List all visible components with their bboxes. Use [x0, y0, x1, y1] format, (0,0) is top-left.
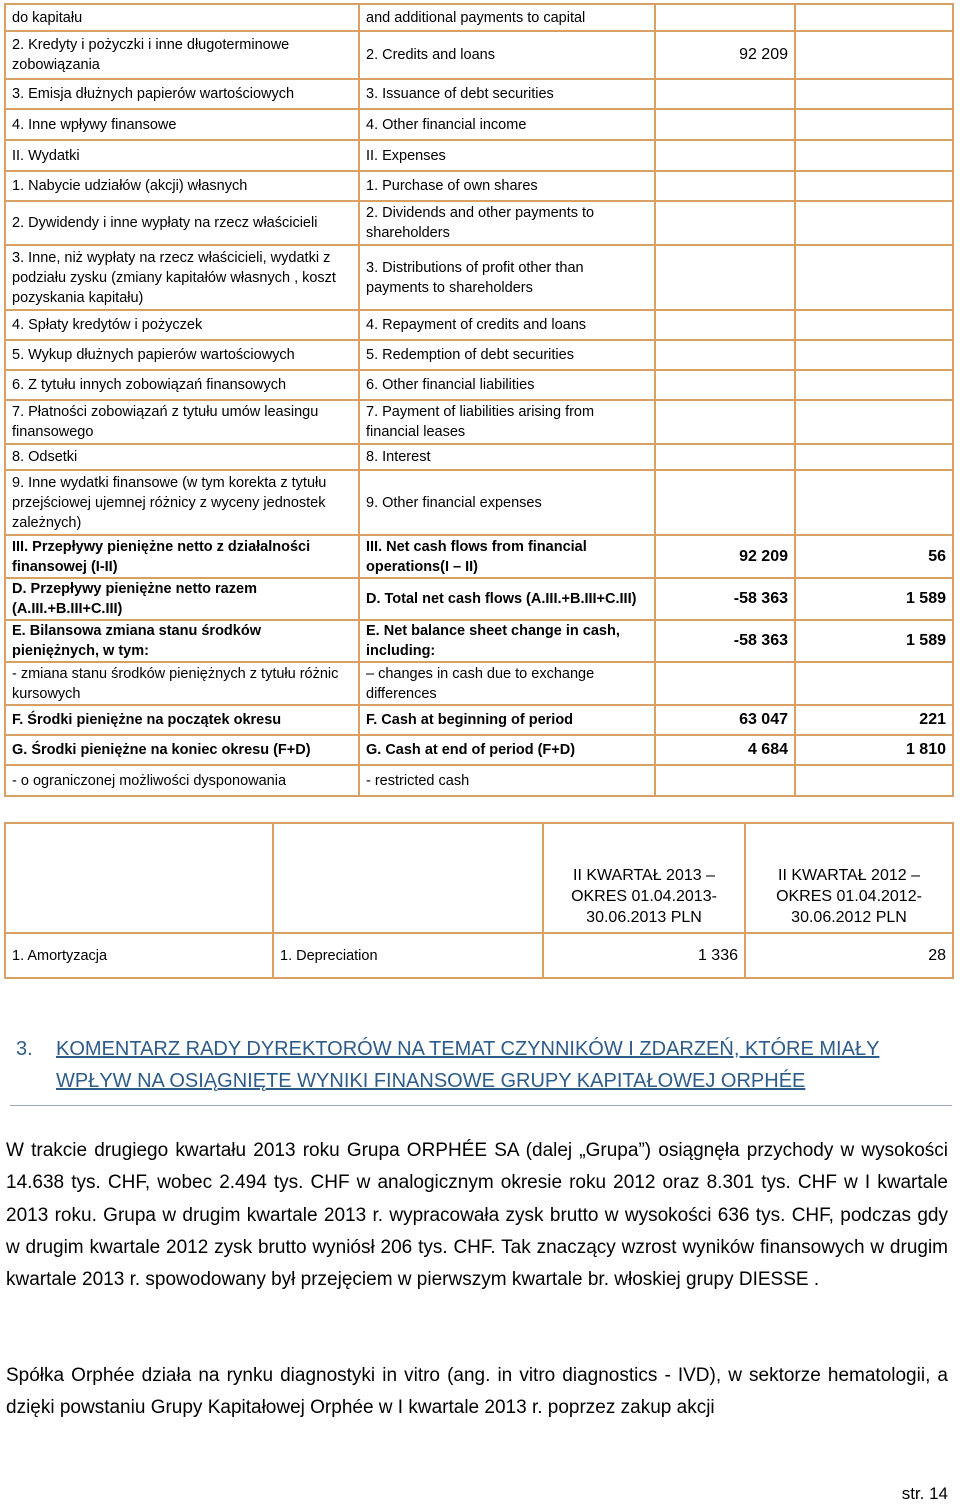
row-label-pl: 8. Odsetki [5, 444, 359, 470]
row-label-pl: II. Wydatki [5, 140, 359, 171]
header-empty-en [273, 823, 543, 933]
row-label-pl: 1. Nabycie udziałów (akcji) własnych [5, 171, 359, 201]
value-2012: 28 [745, 933, 953, 978]
value-2013 [655, 765, 795, 796]
row-label-en: 9. Other financial expenses [359, 470, 655, 535]
value-2012 [795, 470, 953, 535]
value-2013 [655, 370, 795, 400]
row-label-pl: 2. Kredyty i pożyczki i inne długoterminowe zobowiązania [5, 31, 359, 79]
table-row [5, 933, 953, 978]
cashflow-table [4, 3, 954, 797]
table-row [5, 470, 953, 535]
row-label-en: G. Cash at end of period (F+D) [359, 735, 655, 765]
row-label-pl: 9. Inne wydatki finansowe (w tym korekta z tytułu przejściowej ujemnej różnicy z wyceny jednostek zależnych) [5, 470, 359, 535]
row-label-pl: G. Środki pieniężne na koniec okresu (F+D) [5, 735, 359, 765]
value-2013: 92 209 [655, 31, 795, 79]
depreciation-table [4, 822, 954, 979]
row-label-en: D. Total net cash flows (A.III.+B.III+C.III) [359, 578, 655, 620]
divider [10, 1105, 952, 1106]
value-2013: -58 363 [655, 620, 795, 662]
value-2012 [795, 370, 953, 400]
value-2013 [655, 444, 795, 470]
row-label-pl: 3. Emisja dłużnych papierów wartościowych [5, 79, 359, 109]
section-title: KOMENTARZ RADY DYREKTORÓW NA TEMAT CZYNNIKÓW I ZDARZEŃ, KTÓRE MIAŁY WPŁYW NA OSIĄGNIĘTE WYNIKI FINANSOWE GRUPY KAPITAŁOWEJ ORPHÉE [56, 1038, 880, 1092]
value-2013 [655, 109, 795, 140]
row-label-pl: 7. Płatności zobowiązań z tytułu umów leasingu finansowego [5, 400, 359, 444]
row-label-pl: E. Bilansowa zmiana stanu środków pieniężnych, w tym: [5, 620, 359, 662]
value-2012 [795, 79, 953, 109]
paragraph-1: W trakcie drugiego kwartału 2013 roku Grupa ORPHÉE SA (dalej „Grupa”) osiągnęła przychody w wysokości 14.638 tys. CHF, wobec 2.494 tys. CHF w analogicznym okresie roku 2012 oraz 8.301 tys. CHF w I kwartale 2013 roku. Grupa w drugim kwartale 2013 r. wypracowała zysk brutto w wysokości 636 tys. CHF, podczas gdy w drugim kwartale 2012 zysk brutto wyniósł 206 tys. CHF. Tak znaczący wzrost wyników finansowych w drugim kwartale 2013 r. spowodowany był przejęciem w pierwszym kwartale br. włoskiej grupy DIESSE . [6, 1140, 948, 1291]
table-row [5, 31, 953, 79]
value-2013: -58 363 [655, 578, 795, 620]
value-2012: 56 [795, 535, 953, 578]
table-row [5, 535, 953, 578]
table-row [5, 109, 953, 140]
table-row [5, 578, 953, 620]
value-2012 [795, 662, 953, 705]
table-row [5, 340, 953, 370]
row-label-en: 3. Distributions of profit other than payments to shareholders [359, 245, 655, 310]
row-label-pl: F. Środki pieniężne na początek okresu [5, 705, 359, 735]
table-row [5, 400, 953, 444]
row-label-en: 5. Redemption of debt securities [359, 340, 655, 370]
row-label-en: E. Net balance sheet change in cash, including: [359, 620, 655, 662]
row-label-pl: do kapitału [5, 4, 359, 31]
section-number: 3. [16, 1038, 33, 1060]
row-label-pl: 3. Inne, niż wypłaty na rzecz właścicieli, wydatki z podziału zysku (zmiany kapitałów własnych , koszt pozyskania kapitału) [5, 245, 359, 310]
table-row [5, 201, 953, 245]
row-label-en: 2. Credits and loans [359, 31, 655, 79]
table-row [5, 245, 953, 310]
row-label-en: 6. Other financial liabilities [359, 370, 655, 400]
row-label-pl: D. Przepływy pieniężne netto razem (A.III.+B.III+C.III) [5, 578, 359, 620]
value-2012 [795, 31, 953, 79]
value-2013 [655, 310, 795, 340]
table-header-row [5, 823, 953, 933]
header-2012: II KWARTAŁ 2012 – OKRES 01.04.2012-30.06.2012 PLN [745, 823, 953, 933]
row-label-en: - restricted cash [359, 765, 655, 796]
value-2012 [795, 4, 953, 31]
row-label-pl: III. Przepływy pieniężne netto z działalności finansowej (I-II) [5, 535, 359, 578]
table-row [5, 444, 953, 470]
value-2012 [795, 444, 953, 470]
value-2012 [795, 201, 953, 245]
row-label-pl: - o ograniczonej możliwości dysponowania [5, 765, 359, 796]
row-label-pl: 2. Dywidendy i inne wypłaty na rzecz właścicieli [5, 201, 359, 245]
value-2012 [795, 765, 953, 796]
row-label-pl: 6. Z tytułu innych zobowiązań finansowych [5, 370, 359, 400]
row-label-en: 3. Issuance of debt securities [359, 79, 655, 109]
value-2012 [795, 140, 953, 171]
value-2013 [655, 79, 795, 109]
row-label-en: 8. Interest [359, 444, 655, 470]
row-label-en: 1. Purchase of own shares [359, 171, 655, 201]
value-2013: 92 209 [655, 535, 795, 578]
value-2013 [655, 245, 795, 310]
table-row [5, 662, 953, 705]
row-label-en: 7. Payment of liabilities arising from financial leases [359, 400, 655, 444]
value-2013 [655, 201, 795, 245]
row-label-en: II. Expenses [359, 140, 655, 171]
table-row [5, 735, 953, 765]
row-label-en: III. Net cash flows from financial operations(I – II) [359, 535, 655, 578]
table-row [5, 765, 953, 796]
row-label-en: 2. Dividends and other payments to shareholders [359, 201, 655, 245]
row-label-en: 1. Depreciation [273, 933, 543, 978]
table-row [5, 310, 953, 340]
value-2013 [655, 171, 795, 201]
table-row [5, 140, 953, 171]
value-2012: 1 589 [795, 578, 953, 620]
header-empty-pl [5, 823, 273, 933]
row-label-pl: 5. Wykup dłużnych papierów wartościowych [5, 340, 359, 370]
value-2013: 1 336 [543, 933, 745, 978]
table-row [5, 4, 953, 31]
table-row [5, 620, 953, 662]
value-2012 [795, 245, 953, 310]
value-2013: 4 684 [655, 735, 795, 765]
value-2012 [795, 340, 953, 370]
value-2013 [655, 400, 795, 444]
value-2012: 221 [795, 705, 953, 735]
table-row [5, 171, 953, 201]
value-2012 [795, 400, 953, 444]
value-2013 [655, 4, 795, 31]
row-label-en: 4. Other financial income [359, 109, 655, 140]
row-label-pl: 4. Spłaty kredytów i pożyczek [5, 310, 359, 340]
table-row [5, 79, 953, 109]
table-row [5, 705, 953, 735]
row-label-pl: 4. Inne wpływy finansowe [5, 109, 359, 140]
value-2013 [655, 340, 795, 370]
page-number: str. 14 [901, 1484, 948, 1503]
value-2012: 1 589 [795, 620, 953, 662]
row-label-en: – changes in cash due to exchange differences [359, 662, 655, 705]
row-label-en: 4. Repayment of credits and loans [359, 310, 655, 340]
row-label-pl: 1. Amortyzacja [5, 933, 273, 978]
value-2012 [795, 310, 953, 340]
row-label-pl: - zmiana stanu środków pieniężnych z tytułu różnic kursowych [5, 662, 359, 705]
value-2013 [655, 662, 795, 705]
row-label-en: F. Cash at beginning of period [359, 705, 655, 735]
value-2013: 63 047 [655, 705, 795, 735]
value-2013 [655, 140, 795, 171]
value-2013 [655, 470, 795, 535]
paragraph-2: Spółka Orphée działa na rynku diagnostyki in vitro (ang. in vitro diagnostics - IVD), w sektorze hematologii, a dzięki powstaniu Grupy Kapitałowej Orphée w I kwartale 2013 r. poprzez zakup akcji [6, 1365, 948, 1419]
row-label-en: and additional payments to capital [359, 4, 655, 31]
value-2012: 1 810 [795, 735, 953, 765]
table-row [5, 370, 953, 400]
value-2012 [795, 109, 953, 140]
value-2012 [795, 171, 953, 201]
header-2013: II KWARTAŁ 2013 – OKRES 01.04.2013-30.06.2013 PLN [543, 823, 745, 933]
